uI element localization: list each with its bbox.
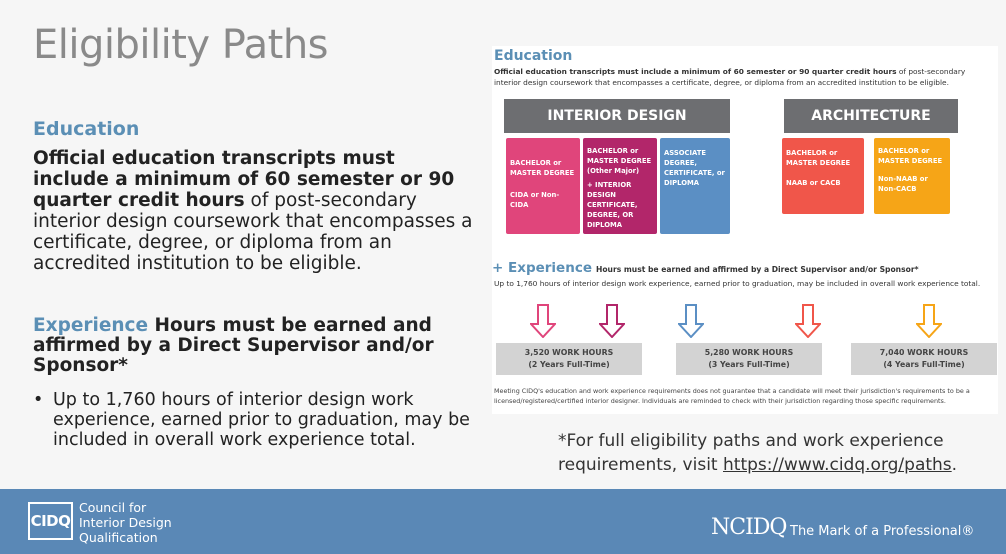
left-content [33, 118, 473, 450]
hours-box-1-years: (2 Years Full-Time) [528, 360, 610, 369]
degree-box-1-line1: BACHELOR or MASTER DEGREE [510, 159, 575, 177]
graphic-experience-sub: Hours must be earned and affirmed by a Direct Supervisor and/or Sponsor* [595, 265, 919, 274]
graphic-experience-heading [492, 260, 919, 276]
arrow-down-icon-3 [678, 304, 704, 338]
degree-box-4-line1: BACHELOR or MASTER DEGREE [786, 149, 851, 167]
arrow-down-icon-5 [916, 304, 942, 338]
arrow-down-icon-4 [795, 304, 821, 338]
hours-box-2-hours: 5,280 WORK HOURS [704, 348, 794, 357]
arrow-down-icon-1 [530, 304, 556, 338]
ncidq-logo: NCIDQ [711, 515, 787, 540]
hours-box-3 [851, 343, 997, 375]
hours-box-1 [496, 343, 642, 375]
hours-box-3-hours: 7,040 WORK HOURS [879, 348, 969, 357]
cidq-name [79, 500, 172, 545]
cidq-name-line3: Qualification [79, 530, 158, 545]
interior-design-header: INTERIOR DESIGN [504, 99, 730, 133]
degree-box-3-line1: ASSOCIATE DEGREE, CERTIFICATE, or DIPLOMA [664, 149, 725, 187]
hours-box-1-hours: 3,520 WORK HOURS [524, 348, 614, 357]
disclaimer: Meeting CIDQ's education and work experience requirements does not guarantee that a candidate will meet their jurisdiction's requirements to be a licensed/registered/certified interior designer. Individuals are reminded to check with their jurisdiction regarding those specific requirements. [494, 387, 970, 405]
page-title: Eligibility Paths [33, 22, 329, 68]
arrow-down-icon-2 [599, 304, 625, 338]
graphic-experience-line: Up to 1,760 hours of interior design work experience, earned prior to graduation, may be included in overall work experience total. [494, 279, 981, 288]
architecture-header: ARCHITECTURE [784, 99, 958, 133]
degree-box-4-line2: NAAB or CACB [786, 179, 841, 187]
degree-box-2 [583, 138, 657, 234]
graphic-experience-key: + Experience [492, 260, 592, 276]
cidq-name-line1: Council for [79, 500, 147, 515]
education-bold: Official education transcripts must include a minimum of 60 semester or 90 quarter credit hours [33, 148, 455, 211]
bullet-dot-icon: • [33, 390, 44, 410]
graphic-education-sub-rest: of post-secondary interior design coursework that encompasses a certificate, degree, or diploma from an accredited institution to be eligible. [494, 67, 966, 87]
cidq-logo: CIDQ [28, 502, 73, 540]
degree-box-1 [506, 138, 580, 234]
eligibility-graphic [492, 46, 998, 414]
degree-box-4 [782, 138, 864, 214]
footnote-text: *For full eligibility paths and work experience requirements, visit [558, 431, 944, 475]
education-heading: Education [33, 118, 140, 140]
footnote-end: . [951, 455, 958, 475]
hours-box-2-years: (3 Years Full-Time) [708, 360, 790, 369]
hours-box-2 [676, 343, 822, 375]
degree-box-3 [660, 138, 730, 234]
degree-box-2-line1: BACHELOR or MASTER DEGREE (Other Major) [587, 147, 652, 175]
experience-heading [33, 316, 473, 376]
degree-box-2-line2: + INTERIOR DESIGN CERTIFICATE, DEGREE, OR DIPLOMA [587, 181, 638, 229]
paths-link[interactable]: https://www.cidq.org/paths [723, 455, 952, 475]
graphic-education-sub [494, 66, 994, 88]
experience-key: Experience [33, 315, 149, 336]
hours-box-3-years: (4 Years Full-Time) [883, 360, 965, 369]
experience-bullet [33, 390, 473, 450]
cidq-name-line2: Interior Design [79, 515, 172, 530]
graphic-education-heading: Education [494, 48, 573, 64]
degree-box-5-line1: BACHELOR or MASTER DEGREE [878, 147, 943, 165]
experience-rest: Hours must be earned and affirmed by a Direct Supervisor and/or Sponsor* [33, 315, 434, 376]
footer-bar [0, 489, 1006, 554]
tagline: The Mark of a Professional® [790, 524, 975, 539]
bullet-text: Up to 1,760 hours of interior design work experience, earned prior to graduation, may be included in overall work experience total. [53, 390, 470, 450]
footnote [558, 429, 978, 477]
graphic-education-sub-bold: Official education transcripts must include a minimum of 60 semester or 90 quarter credit hours [494, 67, 897, 76]
education-rest: of post-secondary interior design coursework that encompasses a certificate, degree, or diploma from an accredited institution to be eligible. [33, 190, 473, 274]
education-text [33, 148, 473, 274]
degree-box-5 [874, 138, 950, 214]
degree-box-1-line2: CIDA or Non-CIDA [510, 191, 560, 209]
degree-box-5-line2: Non-NAAB or Non-CACB [878, 175, 928, 193]
